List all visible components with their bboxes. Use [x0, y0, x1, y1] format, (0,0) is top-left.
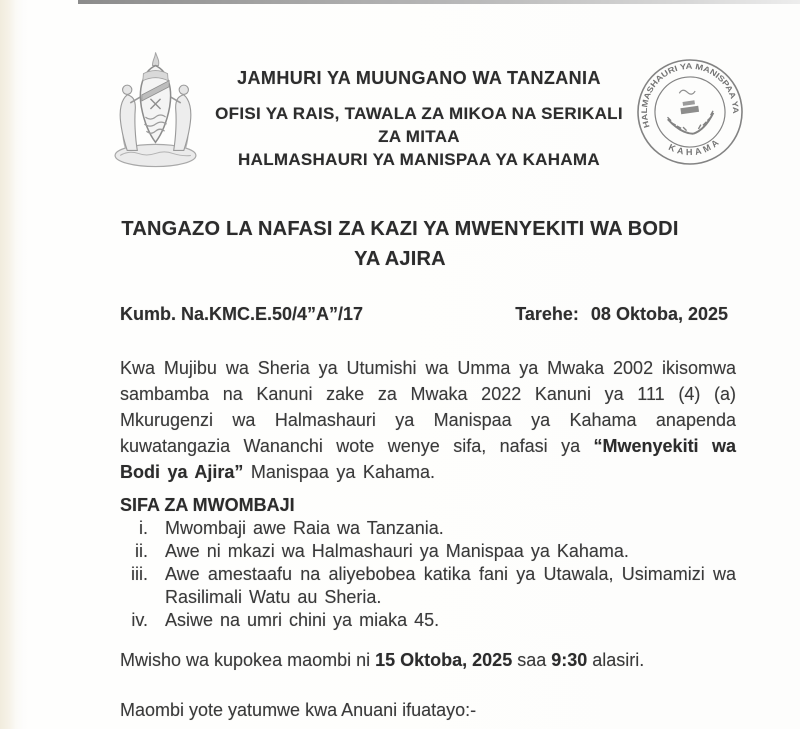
tanzania-coat-of-arms-icon	[108, 50, 204, 172]
document-title	[0, 214, 800, 274]
seal-bottom-text: KAHAMA	[667, 135, 723, 158]
intro-paragraph	[120, 355, 736, 485]
kahama-municipal-seal-icon	[627, 49, 753, 175]
deadline-time: 9:30	[551, 650, 588, 670]
date-value: 08 Oktoba, 2025	[590, 304, 728, 324]
deadline-pre: Mwisho wa kupokea maombi ni	[120, 650, 376, 670]
intro-paragraph-pre: Kwa Mujibu wa Sheria ya Utumishi wa Umma ya Mwaka 2002 ikisomwa sambamba na Kanuni zake za Mwaka 2022 Kanuni ya 111 (4) (a) Mkurugenzi wa Halmashauri ya Manispaa ya Kahama anapenda kuwatangazia Wananchi wote wenye sifa, nafasi ya	[120, 358, 736, 456]
deadline-mid: saa	[512, 650, 552, 670]
list-item-marker: i.	[139, 518, 148, 538]
date-label: Tarehe:	[515, 304, 579, 324]
deadline-post: alasiri.	[587, 650, 645, 670]
deadline-date: 15 Oktoba, 2025	[375, 650, 513, 670]
qualifications-heading: SIFA ZA MWOMBAJI	[120, 495, 295, 515]
list-item-text: Awe amestaafu na aliyebobea katika fani ya Utawala, Usimamizi wa Rasilimali Watu au Sheria.	[165, 564, 736, 607]
list-item-text: Mwombaji awe Raia wa Tanzania.	[165, 518, 444, 538]
seal-center-flourish	[679, 89, 696, 96]
list-item-marker: iii.	[131, 564, 148, 584]
deadline-line	[120, 648, 736, 672]
letterhead	[0, 0, 800, 172]
date-line	[515, 304, 728, 325]
list-item	[122, 517, 736, 540]
council-name: HALMASHAURI YA MANISPAA YA KAHAMA	[238, 150, 600, 169]
letterhead-text	[204, 50, 634, 171]
qualifications-list	[122, 517, 736, 632]
seal-top-text: HALMASHAURI YA MANISPAA YA	[639, 61, 741, 129]
list-item	[122, 540, 736, 563]
list-item	[122, 563, 736, 609]
list-item	[122, 609, 736, 632]
list-item-marker: ii.	[135, 541, 148, 561]
list-item-text: Asiwe na umri chini ya miaka 45.	[165, 610, 440, 630]
reference-row	[120, 304, 728, 325]
republic-title: JAMHURI YA MUUNGANO WA TANZANIA	[237, 68, 601, 88]
reference-number: Kumb. Na.KMC.E.50/4”A”/17	[120, 304, 364, 324]
scan-artifact-top-edge	[78, 0, 800, 4]
list-item-marker: iv.	[131, 610, 148, 630]
document-title-line-2: YA AJIRA	[354, 248, 446, 270]
position-title-quoted: “Mwenyekiti wa Bodi ya Ajira”	[120, 436, 736, 482]
closing-line: Maombi yote yatumwe kwa Anuani ifuatayo:-	[120, 700, 477, 720]
list-item-text: Awe ni mkazi wa Halmashauri ya Manispaa ya Kahama.	[165, 541, 629, 561]
document-title-line-1: TANGAZO LA NAFASI ZA KAZI YA MWENYEKITI WA BODI	[121, 218, 679, 240]
office-line-1: OFISI YA RAIS, TAWALA ZA MIKOA NA SERIKALI	[215, 104, 623, 123]
intro-paragraph-post: Manispaa ya Kahama.	[243, 462, 435, 482]
office-line-2: ZA MITAA	[378, 127, 460, 146]
